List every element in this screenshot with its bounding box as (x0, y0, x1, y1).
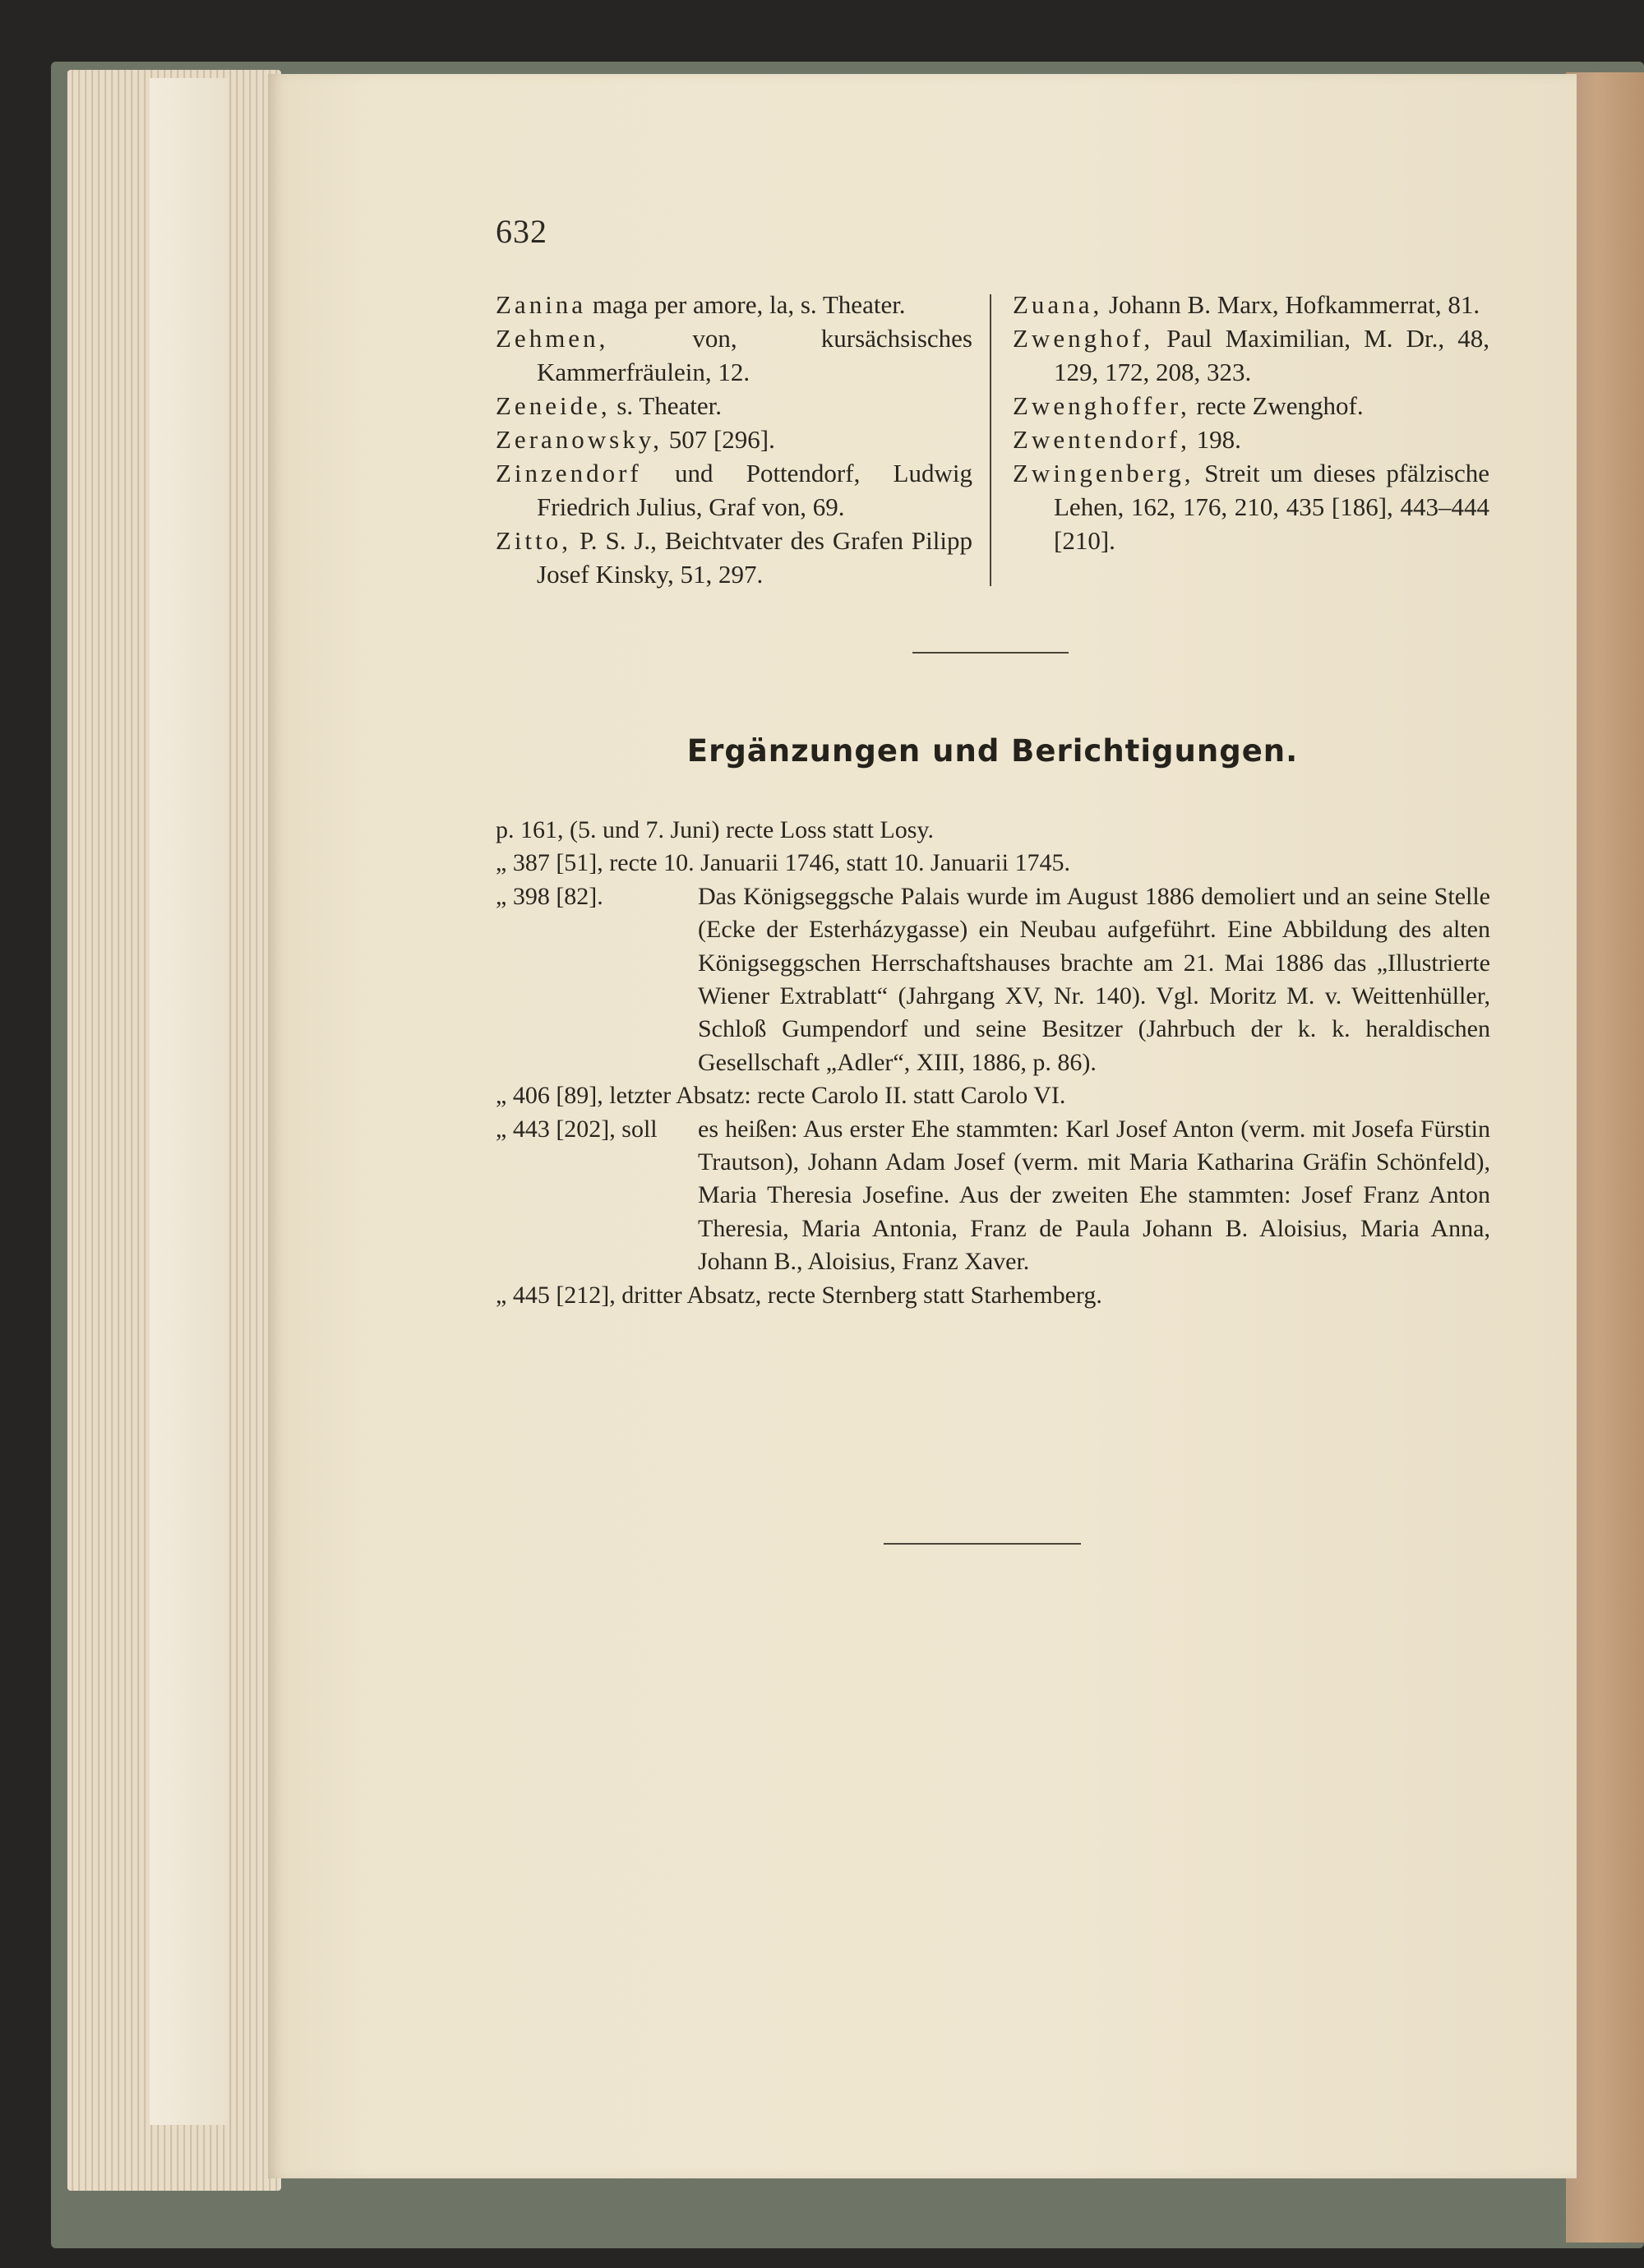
index-text: Streit um dieses pfälzische Lehen, 162, 176, 210, 435 [186], 443–444 [210]. (1054, 459, 1489, 555)
correction-text: (5. und 7. Juni) recte Loss statt Losy. (570, 816, 934, 843)
index-entry (496, 524, 972, 591)
correction-item (496, 1279, 1490, 1312)
index-entry (496, 389, 972, 423)
correction-reference: „ 445 [212], (496, 1281, 622, 1309)
index-text: Paul Maximilian, M. Dr., 48, 129, 172, 208, 323. (1054, 324, 1489, 386)
index-entry (1013, 321, 1489, 389)
correction-item (496, 880, 1490, 1079)
facing-page-edge (1566, 72, 1644, 2243)
index-entry (496, 456, 972, 524)
index-text: maga per amore, la, s. Theater. (586, 290, 906, 319)
correction-item (496, 1113, 1490, 1279)
correction-reference: p. 161, (496, 816, 570, 843)
page-stack-highlight (150, 78, 228, 2125)
index-entry (496, 288, 972, 321)
correction-reference: „ 387 [51], (496, 849, 610, 877)
corrections-list (496, 814, 1490, 1312)
index-column-right (1013, 288, 1489, 557)
correction-reference: „ 398 [82]. (496, 882, 603, 910)
page-number: 632 (496, 213, 547, 250)
index-headword: Zwenghof, (1013, 324, 1154, 353)
index-headword: Zeranowsky, (496, 425, 663, 454)
column-divider (990, 294, 991, 586)
index-headword: Zeneide, (496, 391, 611, 420)
index-entry (1013, 389, 1489, 423)
correction-text: letzter Absatz: recte Carolo II. statt Carolo VI. (609, 1082, 1066, 1110)
correction-reference: „ 443 [202], soll (496, 1115, 658, 1143)
section-title: Ergänzungen und Berichtigungen. (686, 733, 1299, 769)
end-rule (884, 1543, 1081, 1545)
index-text: P. S. J., Beichtvater des Grafen Pilipp Josef Kinsky, 51, 297. (537, 526, 972, 589)
index-column-left (496, 288, 972, 591)
correction-text: es heißen: Aus erster Ehe stammten: Karl Josef Anton (verm. mit Josefa Fürstin Trautson), Johann Adam Josef (verm. mit Maria Katharina Gräfin Schönfeld), Maria Theresia Josefine. Aus der zweiten Ehe stammten: Josef Franz Anton Theresia, Maria Antonia, Franz de Paula Johann B. Aloisius, Maria Anna, Johann B., Aloisius, Franz Xaver. (698, 1115, 1490, 1276)
index-headword: Zitto, (496, 526, 572, 555)
index-entry (496, 321, 972, 389)
index-text: 507 [296]. (662, 425, 775, 454)
section-rule (912, 652, 1069, 654)
index-headword: Zanina (496, 290, 587, 319)
index-headword: Zwentendorf, (1013, 425, 1190, 454)
index-text: 198. (1189, 425, 1241, 454)
index-entry (496, 423, 972, 456)
index-text: Johann B. Marx, Hofkammerrat, 81. (1102, 290, 1480, 319)
correction-reference: „ 406 [89], (496, 1082, 610, 1110)
index-headword: Zinzendorf (496, 459, 642, 487)
index-headword: Zuana, (1013, 290, 1103, 319)
index-text: s. Theater. (610, 391, 723, 420)
index-text: recte Zwenghof. (1189, 391, 1364, 420)
index-headword: Zwingenberg, (1013, 459, 1194, 487)
correction-item (496, 847, 1490, 880)
index-entry (1013, 288, 1489, 321)
index-entry (1013, 456, 1489, 557)
correction-item (496, 814, 1490, 847)
correction-text: recte 10. Januarii 1746, statt 10. Januarii 1745. (609, 849, 1070, 877)
index-text: und Pottendorf, Ludwig Friedrich Julius, Graf von, 69. (537, 459, 972, 521)
correction-text: Das Königseggsche Palais wurde im August 1886 demoliert und an seine Stelle (Ecke der Esterházygasse) ein Neubau aufgeführt. Eine Abbildung des alten Königseggschen Herrschaftshauses brachte am 21. Mai 1886 das „Illustrierte Wiener Extrablatt“ (Jahrgang XV, Nr. 140). Vgl. Moritz M. v. Weittenhüller, Schloß Gumpendorf und seine Besitzer (Jahrbuch der k. k. heraldischen Gesellschaft „Adler“, XIII, 1886, p. 86). (698, 882, 1490, 1076)
index-headword: Zehmen, (496, 324, 609, 353)
correction-text: dritter Absatz, recte Sternberg statt Starhemberg. (621, 1281, 1102, 1309)
index-entry (1013, 423, 1489, 456)
index-text: von, kursächsisches Kammerfräulein, 12. (537, 324, 972, 386)
correction-item (496, 1079, 1490, 1112)
index-headword: Zwenghoffer, (1013, 391, 1190, 420)
